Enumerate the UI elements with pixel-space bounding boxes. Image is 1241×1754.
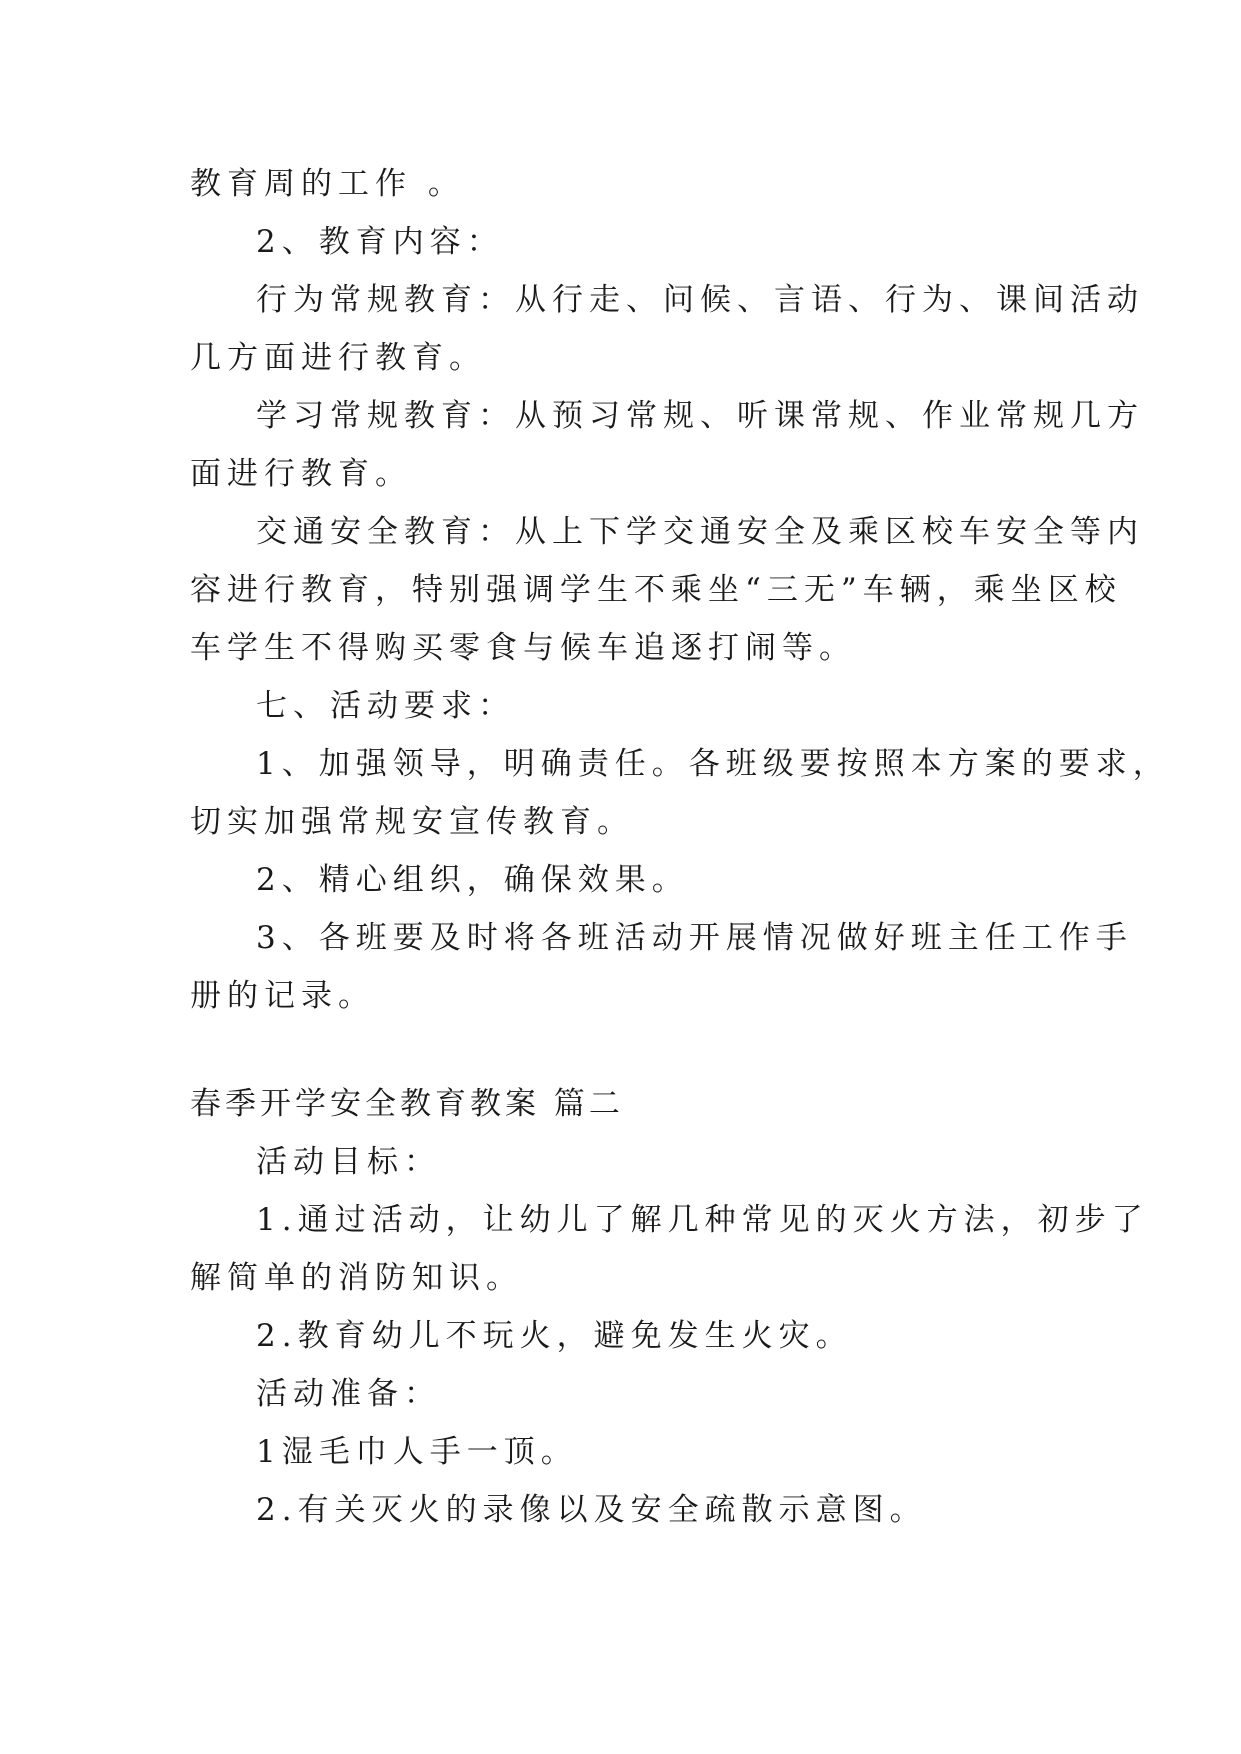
paragraph-line: 2.有关灭火的录像以及安全疏散示意图。: [256, 1492, 927, 1528]
paragraph-line: 学习常规教育：从预习常规、听课常规、作业常规几方: [256, 398, 1144, 434]
paragraph-line: 容进行教育，特别强调学生不乘坐“三无”车辆，乘坐区校: [190, 572, 1122, 608]
paragraph-line: 册的记录。: [190, 978, 375, 1014]
paragraph-line: 1.通过活动，让幼儿了解几种常见的灭火方法，初步了: [256, 1202, 1149, 1238]
paragraph-line: 交通安全教育：从上下学交通安全及乘区校车安全等内: [256, 514, 1144, 550]
paragraph-line: 几方面进行教育。: [190, 340, 486, 376]
paragraph-line: 2.教育幼儿不玩火，避免发生火灾。: [256, 1318, 853, 1354]
document-page: [190, 155, 1170, 1539]
section-heading: 七、活动要求：: [256, 688, 515, 724]
paragraph-line: 2、精心组织，确保效果。: [256, 862, 689, 898]
paragraph-line: 行为常规教育：从行走、问候、言语、行为、课间活动: [256, 282, 1144, 318]
section-gap: [190, 1025, 1070, 1075]
paragraph-line: 1湿毛巾人手一顶。: [256, 1434, 578, 1470]
section-heading: 活动准备：: [256, 1376, 441, 1412]
paragraph-line: 2、教育内容：: [256, 224, 504, 260]
paragraph-line: 教育周的工作 。: [190, 166, 465, 202]
section-title: 春季开学安全教育教案 篇二: [190, 1086, 624, 1122]
section-heading: 活动目标：: [256, 1144, 441, 1180]
paragraph-line: 3、各班要及时将各班活动开展情况做好班主任工作手: [256, 920, 1133, 956]
paragraph-line: 1、加强领导，明确责任。各班级要按照本方案的要求，: [256, 746, 1170, 782]
paragraph-line: 解简单的消防知识。: [190, 1260, 523, 1296]
paragraph-line: 车学生不得购买零食与候车追逐打闹等。: [190, 630, 856, 666]
paragraph-line: 切实加强常规安宣传教育。: [190, 804, 634, 840]
paragraph-line: 面进行教育。: [190, 456, 412, 492]
